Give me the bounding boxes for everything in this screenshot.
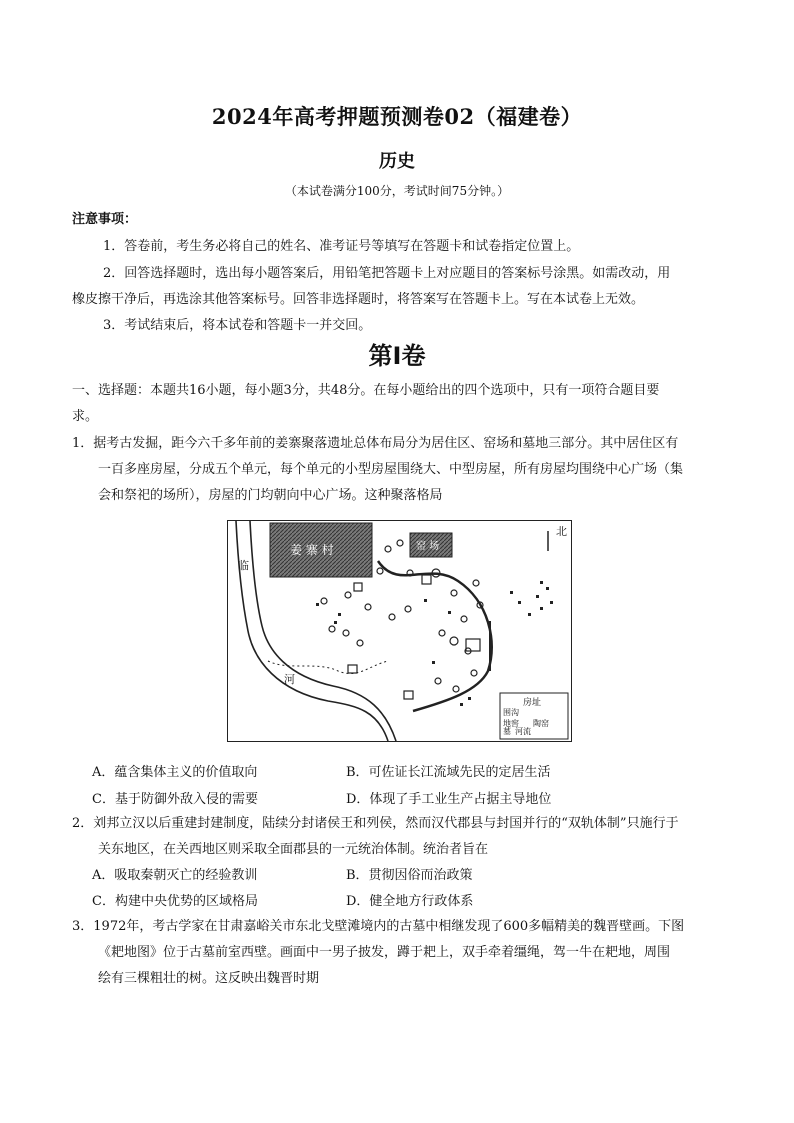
q1-option-a[interactable]: A．蕴含集体主义的价值取向: [92, 765, 258, 780]
map-kiln-label: 窑 场: [416, 541, 440, 552]
q1-option-c[interactable]: C．基于防御外敌入侵的需要: [92, 792, 258, 807]
map-legend-item-5: 河流: [515, 727, 531, 736]
notice-line-1: 1．答卷前，考生务必将自己的姓名、准考证号等填写在答题卡和试卷指定位置上。: [103, 239, 580, 254]
q2-option-c[interactable]: C．构建中央优势的区域格局: [92, 894, 258, 909]
exam-meta: （本试卷满分100分，考试时间75分钟。）: [284, 184, 510, 198]
map-river-label-2: 河: [284, 673, 295, 686]
notice-line-4: 3．考试结束后，将本试卷和答题卡一并交回。: [103, 318, 372, 333]
map-legend-item-1: 围沟: [503, 708, 519, 717]
jiangzhai-site-map: [227, 520, 572, 742]
map-north-label: 北: [556, 525, 567, 538]
q1-line-2: 一百多座房屋，分成五个单元，每个单元的小型房屋围绕大、中型房屋，所有房屋均围绕中心广场（集: [98, 462, 684, 477]
q1-line-1: 1．据考古发掘，距今六千多年前的姜寨聚落遗址总体布局分为居住区、窑场和墓地三部分。其中居住区有: [72, 436, 679, 451]
notice-line-3: 橡皮擦干净后，再选涂其他答案标号。回答非选择题时，将答案写在答题卡上。写在本试卷上无效。: [72, 292, 645, 307]
exam-title: 2024年高考押题预测卷02（福建卷）: [211, 104, 583, 129]
q2-option-d[interactable]: D．健全地方行政体系: [346, 894, 474, 909]
q1-option-d[interactable]: D．体现了手工业生产占据主导地位: [346, 792, 552, 807]
section-line-1: 一、选择题：本题共16小题，每小题3分，共48分。在每小题给出的四个选项中，只有一项符合题目要: [72, 383, 660, 398]
map-legend-item-2: 地窖: [503, 719, 519, 728]
q3-line-1: 3．1972年，考古学家在甘肃嘉峪关市东北戈壁滩境内的古墓中相继发现了600多幅精美的魏晋壁画。下图: [72, 919, 685, 934]
volume-heading: 第Ⅰ卷: [368, 342, 426, 370]
q1-line-3: 会和祭祀的场所），房屋的门均朝向中心广场。这种聚落格局: [98, 488, 443, 503]
section-line-2: 求。: [72, 409, 99, 424]
subject-title: 历史: [379, 151, 415, 172]
notice-line-2: 2．回答选择题时，选出每小题答案后，用铅笔把答题卡上对应题目的答案标号涂黑。如需改动，用: [103, 266, 671, 281]
notice-heading: 注意事项：: [72, 212, 138, 227]
q1-option-b[interactable]: B．可佐证长江流域先民的定居生活: [346, 765, 551, 780]
q2-line-1: 2．刘邦立汉以后重建封建制度，陆续分封诸侯王和列侯，然而汉代郡县与封国并行的“双轨体制”只施行于: [72, 816, 679, 831]
map-legend-item-4: 墓: [503, 727, 511, 736]
map-legend-item-3: 陶窑: [533, 719, 549, 728]
map-legend-title: 房址: [523, 698, 542, 708]
q2-option-a[interactable]: A．吸取秦朝灭亡的经验教训: [92, 868, 258, 883]
q3-line-2: 《耙地图》位于古墓前室西壁。画面中一男子披发，蹲于耙上，双手牵着缰绳，驾一牛在耙地，周围: [98, 945, 671, 960]
q2-option-b[interactable]: B．贯彻因俗而治政策: [346, 868, 473, 883]
q3-line-3: 绘有三棵粗壮的树。这反映出魏晋时期: [98, 971, 320, 986]
q2-line-2: 关东地区，在关西地区则采取全面郡县的一元统治体制。统治者旨在: [98, 842, 489, 857]
map-river-label-1: 临: [238, 559, 249, 572]
map-village-label: 姜 寨 村: [290, 543, 334, 557]
